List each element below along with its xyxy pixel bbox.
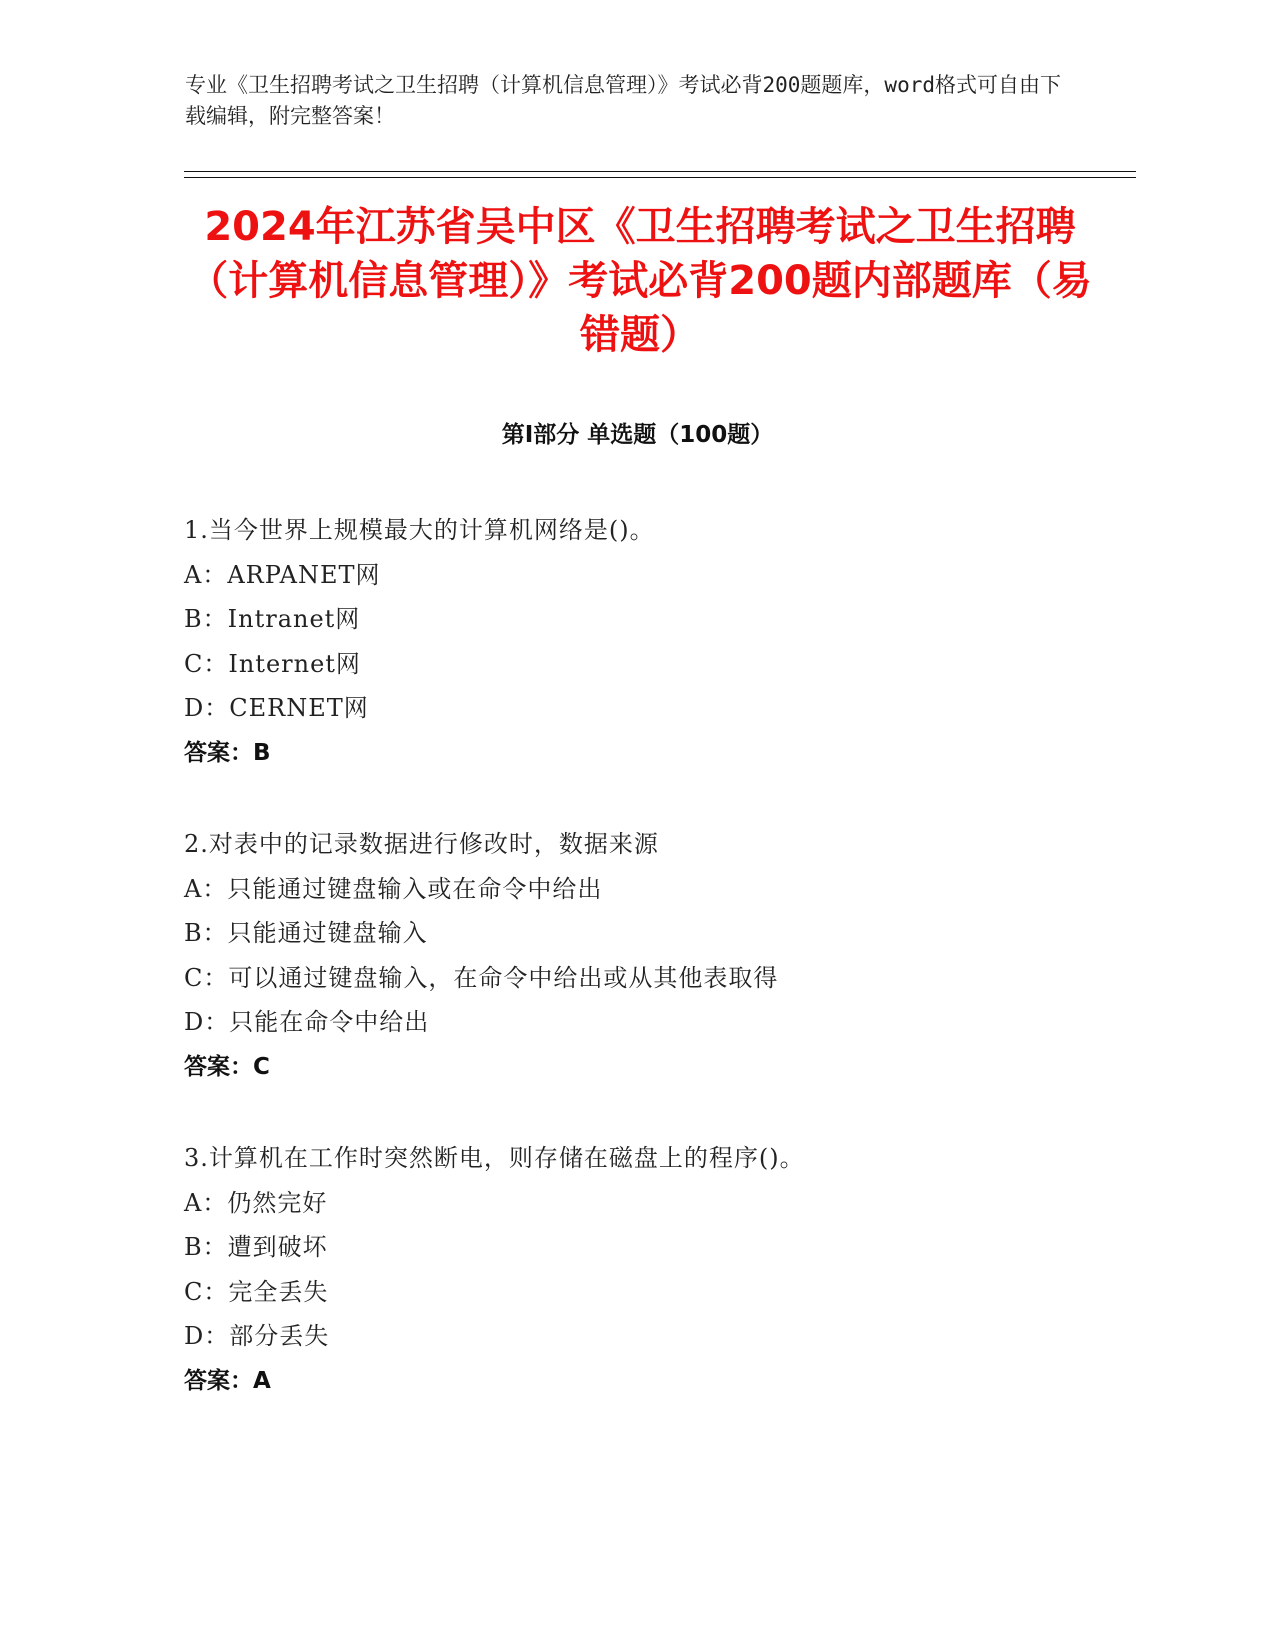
answer-line: 答案：A	[184, 1367, 271, 1394]
question-stem: 1.当今世界上规模最大的计算机网络是()。	[184, 516, 655, 544]
answer-line: 答案：C	[184, 1053, 270, 1080]
header-note: 专业《卫生招聘考试之卫生招聘（计算机信息管理）》考试必背200题题库，word格式可自由下载编辑，附完整答案！	[185, 73, 1061, 128]
option-c: C：完全丢失	[184, 1277, 329, 1306]
question-stem: 3.计算机在工作时突然断电，则存储在磁盘上的程序()。	[184, 1144, 805, 1172]
question-block	[184, 1136, 1084, 1403]
option-d: D：CERNET网	[184, 694, 369, 722]
option-a: A：只能通过键盘输入或在命令中给出	[184, 874, 603, 903]
option-c: C：Internet网	[184, 649, 361, 678]
option-c: C：可以通过键盘输入，在命令中给出或从其他表取得	[184, 963, 779, 992]
option-a: A：仍然完好	[184, 1188, 328, 1217]
option-b: B：只能通过键盘输入	[184, 919, 428, 947]
section-heading: 第Ⅰ部分 单选题（100题）	[501, 422, 774, 448]
document-title: 2024年江苏省吴中区《卫生招聘考试之卫生招聘（计算机信息管理）》考试必背200题内部题库（易错题）	[188, 204, 1092, 358]
question-stem: 2.对表中的记录数据进行修改时，数据来源	[184, 830, 659, 858]
question-block	[184, 822, 1084, 1089]
option-b: B：遭到破坏	[184, 1233, 328, 1261]
option-a: A：ARPANET网	[184, 560, 381, 589]
answer-line: 答案：B	[184, 739, 271, 766]
option-d: D：只能在命令中给出	[184, 1008, 430, 1036]
question-block	[184, 508, 1084, 775]
header-divider-bottom	[184, 177, 1136, 178]
header-divider-top	[184, 171, 1136, 172]
option-d: D：部分丢失	[184, 1322, 330, 1350]
option-b: B：Intranet网	[184, 605, 361, 633]
